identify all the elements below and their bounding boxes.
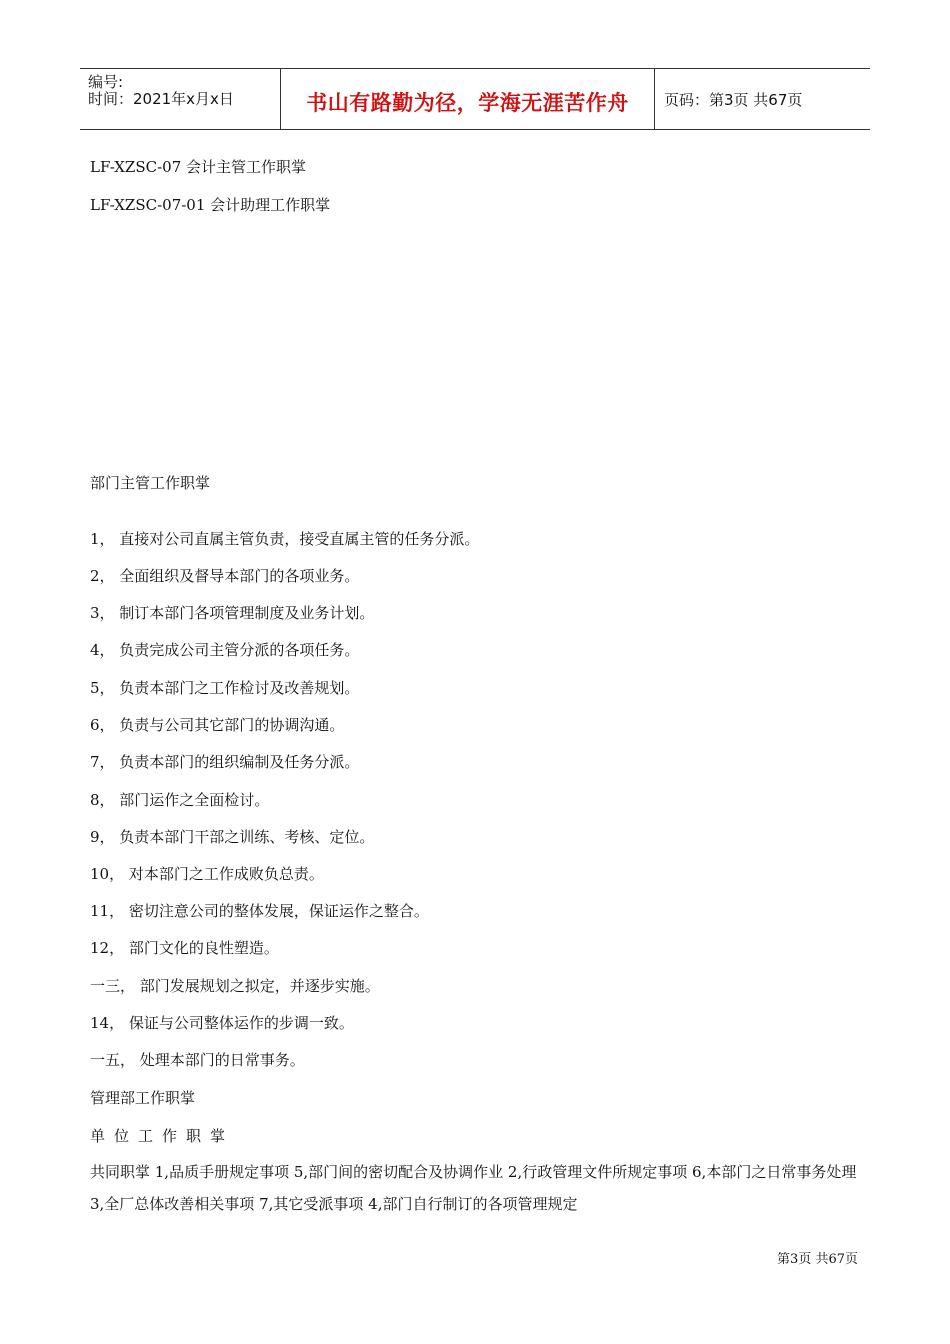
motto: 书山有路勤为径，学海无涯苦作舟: [306, 91, 629, 115]
duty-item: 12， 部门文化的良性塑造。: [90, 939, 279, 957]
unit-title: 单位工作职掌: [90, 1127, 235, 1145]
header-motto-cell: [280, 69, 655, 129]
header-info-cell: [80, 69, 280, 129]
number-label: 编号:: [88, 73, 124, 91]
page-code: 页码：第3页 共67页: [664, 91, 803, 109]
duty-item: 6， 负责与公司其它部门的协调沟通。: [90, 716, 345, 734]
duty-item: 5， 负责本部门之工作检讨及改善规划。: [90, 679, 360, 697]
duty-item: 1， 直接对公司直属主管负责，接受直属主管的任务分派。: [90, 530, 480, 548]
header-page-cell: [654, 69, 870, 129]
section-title: 部门主管工作职掌: [90, 474, 211, 492]
duty-item: 一三， 部门发展规划之拟定，并逐步实施。: [90, 977, 380, 995]
duty-item: 9， 负责本部门干部之训练、考核、定位。: [90, 828, 375, 846]
duty-item: 4， 负责完成公司主管分派的各项任务。: [90, 641, 360, 659]
duty-item: 2， 全面组织及督导本部门的各项业务。: [90, 567, 360, 585]
duty-item: 7， 负责本部门的组织编制及任务分派。: [90, 753, 360, 771]
duty-item: 10， 对本部门之工作成败负总责。: [90, 865, 324, 883]
doc-ref: LF-XZSC-07-01 会计助理工作职掌: [90, 196, 331, 214]
duty-item: 3， 制订本部门各项管理制度及业务计划。: [90, 604, 375, 622]
duty-item: 8， 部门运作之全面检讨。: [90, 791, 270, 809]
duty-item: 11， 密切注意公司的整体发展，保证运作之整合。: [90, 902, 429, 920]
duty-item: 14， 保证与公司整体运作的步调一致。: [90, 1014, 354, 1032]
page-header: [80, 68, 870, 130]
time-label: 时间：2021年x月x日: [88, 90, 234, 108]
common-duties: 共同职掌 1,品质手册规定事项 5,部门间的密切配合及协调作业 2,行政管理文件所规定事项 6,本部门之日常事务处理 3,全厂总体改善相关事项 7,其它受派事项 4,部门自行制订的各项管理规定: [90, 1163, 857, 1213]
management-title: 管理部工作职掌: [90, 1089, 196, 1107]
duty-item: 一五， 处理本部门的日常事务。: [90, 1051, 305, 1069]
page-footer: 第3页 共67页: [777, 1252, 858, 1267]
doc-ref: LF-XZSC-07 会计主管工作职掌: [90, 158, 307, 176]
